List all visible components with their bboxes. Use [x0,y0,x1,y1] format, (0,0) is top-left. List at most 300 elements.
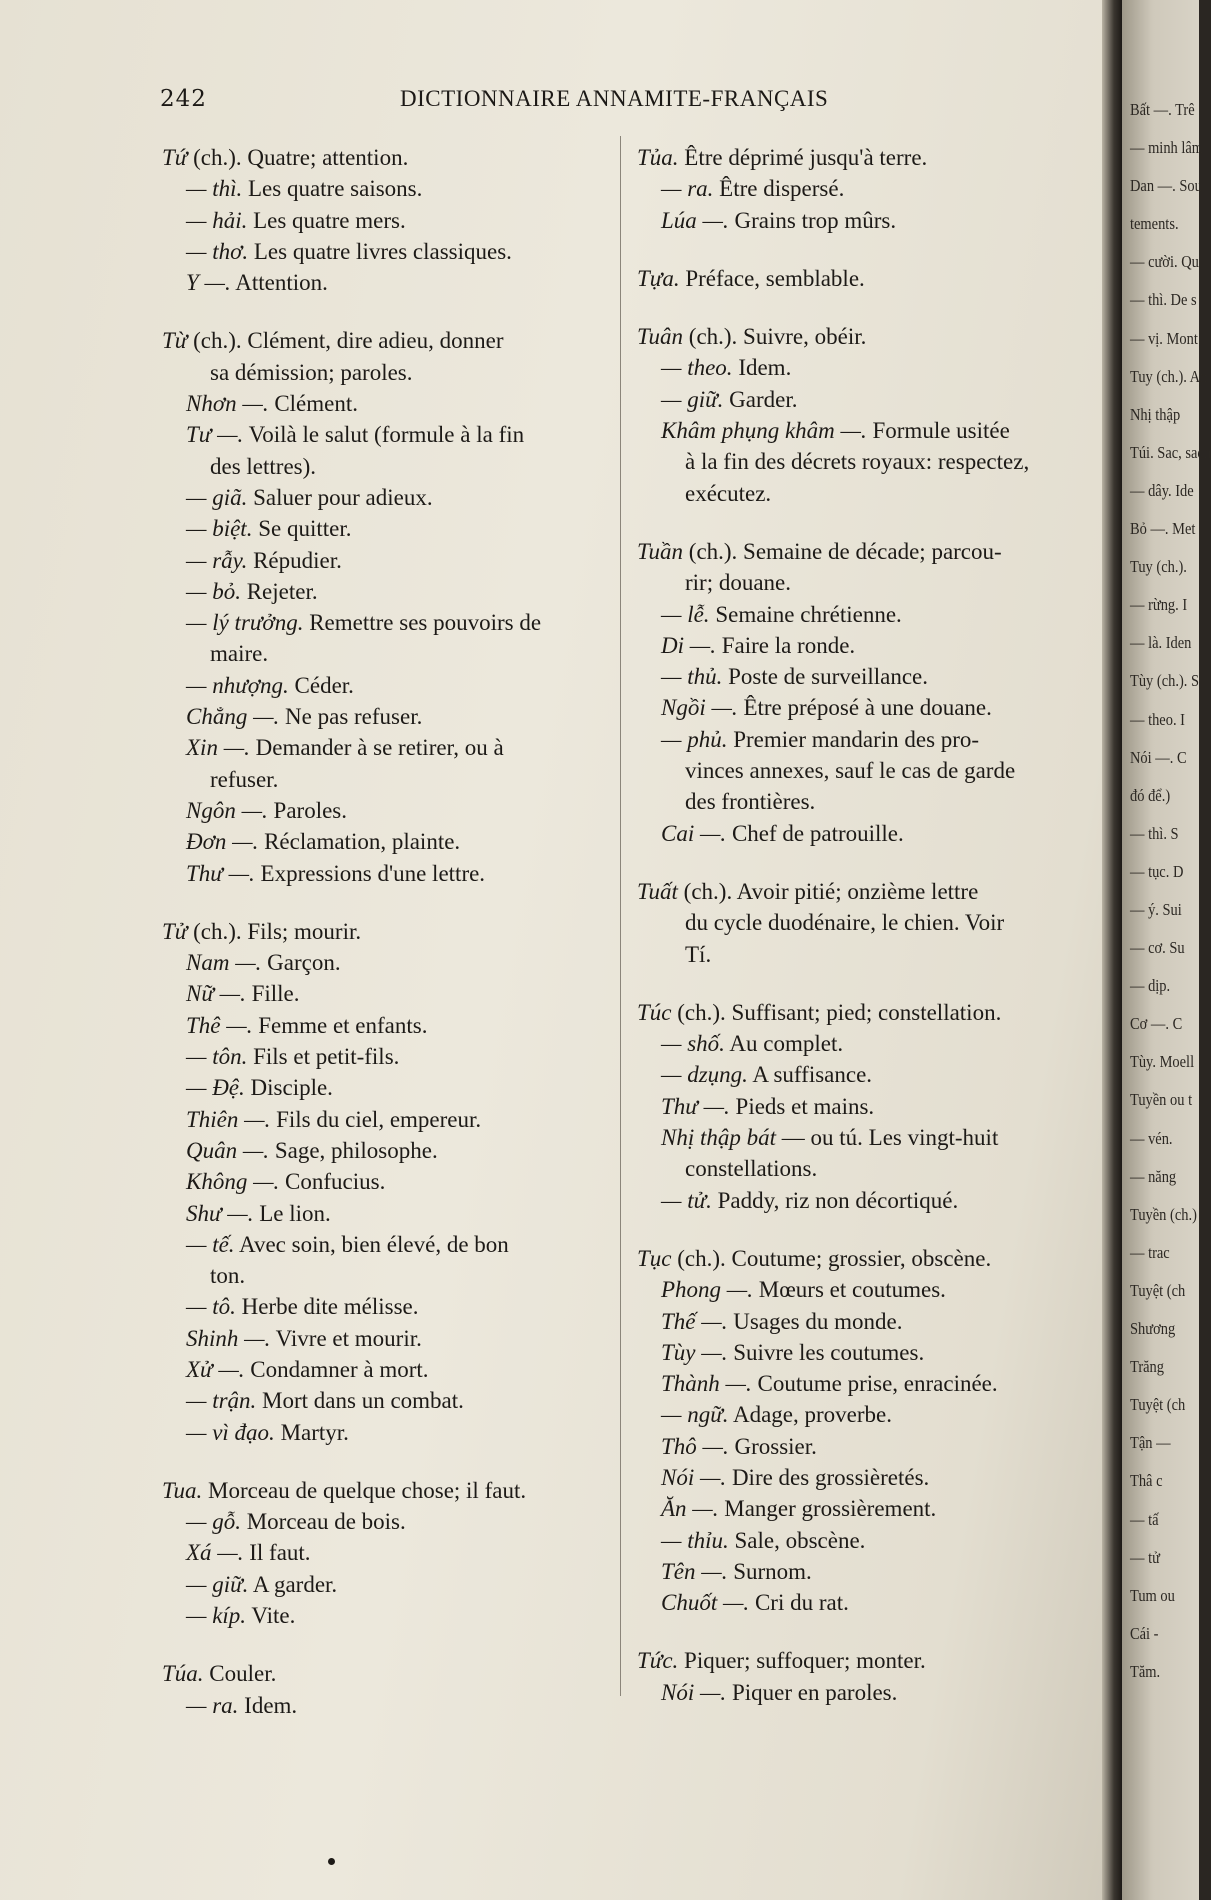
subentry-line [162,1072,620,1103]
subentry-line [637,1091,1095,1122]
headword: Tựa. [637,265,680,291]
subentry-line [162,1135,620,1166]
dictionary-entry [162,1658,620,1721]
definition-text: Les quatre saisons. [242,176,423,202]
adjacent-page-fragment: Shương [1130,1319,1176,1339]
continuation-line [637,939,1095,970]
adjacent-page-fragment: — năng [1130,1166,1177,1186]
definition-text: Expressions d'une lettre. [254,860,486,886]
subentry-line [162,607,620,638]
subentry-line [637,1028,1095,1059]
dictionary-entry [637,876,1095,970]
subentry-line [162,1291,620,1322]
subentry-term: Xử —. [186,1356,245,1382]
subentry-term: Thư —. [661,1093,730,1119]
adjacent-page-fragment: — thì. S [1130,823,1179,843]
subentry-line [162,513,620,544]
subentry-line [637,415,1095,446]
definition-text: Morceau de quelque chose; il faut. [202,1477,527,1503]
definition-text: Céder. [288,672,354,698]
headword-line [162,325,620,356]
definition-text: Idem. [732,355,792,381]
subentry-line [637,1399,1095,1430]
definition-text: Idem. [238,1692,298,1718]
subentry-line [637,1587,1095,1618]
definition-text: Usages du monde. [727,1308,903,1334]
subentry-line [162,732,620,763]
subentry-term: Thiên —. [186,1106,271,1132]
subentry-term: — ngữ. [661,1402,729,1428]
definition-text: Femme et enfants. [252,1012,428,1038]
subentry-term: Khâm phụng khâm —. [661,418,867,444]
subentry-term: Nữ —. [186,981,246,1007]
subentry-term: — phủ. [661,726,728,752]
subentry-term: — ra. [186,1692,239,1718]
definition-text: Mœurs et coutumes. [753,1277,946,1303]
definition-text: Confucius. [279,1169,386,1195]
subentry-line [162,1537,620,1568]
definition-text: Coutume prise, enracinée. [751,1371,998,1397]
subentry-line [162,1354,620,1385]
definition-text: Réclamation, plainte. [258,829,461,855]
subentry-line [637,724,1095,755]
definition-text: Se quitter. [252,516,352,542]
definition-text: Formule usitée [866,418,1010,444]
ink-speck [328,1858,335,1865]
definition-text: Le lion. [253,1200,331,1226]
subentry-term: — giữ. [661,386,724,412]
definition-text: Saluer pour adieux. [247,484,433,510]
headword-line [637,1243,1095,1274]
headword-line [637,536,1095,567]
definition-text: rir; douane. [685,570,792,596]
subentry-term: Chuốt —. [661,1590,750,1616]
continuation-line [637,786,1095,817]
subentry-term: — thì. [186,176,243,202]
dictionary-entry [637,1645,1095,1708]
subentry-term: Lúa —. [661,207,729,233]
adjacent-page-fragment: Tuyền (ch.) [1130,1204,1197,1224]
definition-text: Répudier. [247,547,342,573]
definition-text: constellations. [685,1156,818,1182]
dictionary-entry [162,142,620,298]
definition-text: Être dispersé. [713,176,845,202]
headword: Từ [162,328,188,354]
adjacent-page-fragment: — thì. De s [1130,290,1197,310]
adjacent-page-fragment: — dây. Ide [1130,480,1194,500]
headword-line [162,1658,620,1689]
definition-text: Clément. [268,391,359,417]
headword-line [637,876,1095,907]
definition-text: Faire la ronde. [715,632,856,658]
subentry-term: Không —. [186,1169,280,1195]
subentry-term: — hải. [186,207,248,233]
headword-line [162,916,620,947]
subentry-line [162,1229,620,1260]
subentry-term: Chẳng —. [186,704,280,730]
subentry-term: Nam —. [186,950,262,976]
definition-text: Grains trop mûrs. [728,207,897,233]
definition-text: Dire des grossièretés. [726,1464,930,1490]
definition-text: Mort dans un combat. [256,1388,464,1414]
continuation-line [637,755,1095,786]
definition-text: Demander à se retirer, ou à [249,735,504,761]
adjacent-page-fragment: — minh lâm [1130,138,1204,158]
subentry-line [162,419,620,450]
definition-text: Poste de surveillance. [722,664,929,690]
definition-text: refuser. [210,766,279,792]
definition-text: (ch.). Suivre, obéir. [683,324,867,350]
adjacent-page-fragment: Bất —. Trê [1130,100,1195,119]
definition-text: Sage, philosophe. [269,1137,438,1163]
subentry-line [162,1600,620,1631]
subentry-line [162,1569,620,1600]
adjacent-page-fragment: — vị. Mont [1130,328,1198,348]
subentry-term: Ngôn —. [186,797,268,823]
adjacent-page-edge [1122,0,1211,1900]
subentry-line [162,858,620,889]
continuation-line [162,638,620,669]
adjacent-page-fragment: đó để.) [1130,785,1171,805]
subentry-line [162,173,620,204]
definition-text: Ne pas refuser. [279,704,423,730]
subentry-term: Xin —. [186,735,250,761]
adjacent-page-fragment: — vén. [1130,1128,1173,1148]
continuation-line [637,478,1095,509]
adjacent-page-fragment: Nhị thập [1130,404,1181,424]
headword-line [637,263,1095,294]
headword-line [637,997,1095,1028]
subentry-term: — theo. [661,355,733,381]
adjacent-page-fragment: Tùy. Moell [1130,1052,1195,1072]
subentry-term: — tô. [186,1294,236,1320]
subentry-line [162,1166,620,1197]
subentry-term: — gỗ. [186,1509,241,1535]
book-gutter [1102,0,1122,1900]
dictionary-entry [162,1475,620,1631]
definition-text: Attention. [230,270,328,296]
subentry-term: Ăn —. [661,1496,719,1522]
subentry-line [637,1122,1095,1153]
subentry-line [162,545,620,576]
definition-text: (ch.). Clément, dire adieu, donner [187,328,504,354]
adjacent-page-fragment: Tuyệt (ch [1130,1395,1186,1415]
subentry-term: Thành —. [661,1371,752,1397]
definition-text: Remettre ses pouvoirs de [303,610,542,636]
subentry-term: — giã. [186,484,248,510]
dictionary-entry [637,997,1095,1216]
headword: Tử [162,918,188,944]
definition-text: Au complet. [724,1031,844,1057]
dictionary-entry [637,142,1095,236]
adjacent-page-fragment: tements. [1130,214,1179,234]
adjacent-page-fragment: Tuy (ch.). An [1130,366,1208,386]
headword: Tua. [162,1477,203,1503]
subentry-term: — thơ. [186,238,249,264]
adjacent-page-fragment: Tuyệt (ch [1130,1280,1186,1300]
subentry-term: Xá —. [186,1540,244,1566]
subentry-line [637,630,1095,661]
subentry-line [637,1556,1095,1587]
subentry-line [162,1198,620,1229]
definition-text: Sale, obscène. [728,1527,866,1553]
definition-text: exécutez. [685,480,772,506]
adjacent-page-fragment: Tuy (ch.). [1130,557,1187,577]
definition-text: Chef de patrouille. [726,820,904,846]
headword: Tuất [637,878,678,904]
adjacent-page-fragment: Túi. Sac, sach [1130,442,1211,462]
subentry-line [637,1677,1095,1708]
headword: Túa. [162,1661,204,1687]
definition-text: (ch.). Coutume; grossier, obscène. [671,1245,992,1271]
continuation-line [637,907,1095,938]
headword: Tuần [637,538,684,564]
subentry-term: — trận. [186,1388,257,1414]
definition-text: Semaine chrétienne. [709,601,902,627]
subentry-term: Tùy —. [661,1339,728,1365]
definition-text: (ch.). Avoir pitié; onzième lettre [677,878,979,904]
continuation-line [637,567,1095,598]
definition-text: Surnom. [727,1558,812,1584]
definition-text: Vite. [246,1603,296,1629]
definition-text: Martyr. [274,1419,349,1445]
headword-line [637,1645,1095,1676]
definition-text: Disciple. [244,1075,333,1101]
subentry-line [162,1104,620,1135]
subentry-term: Đơn —. [186,829,259,855]
subentry-line [162,670,620,701]
subentry-line [637,661,1095,692]
subentry-line [162,388,620,419]
headword-line [637,321,1095,352]
definition-text: Piquer en paroles. [726,1679,898,1705]
subentry-term: — lễ. [661,601,710,627]
headword-line [637,142,1095,173]
headword: Tục [637,1245,672,1271]
subentry-term: Di —. [661,632,716,658]
subentry-term: — nhượng. [186,672,289,698]
adjacent-page-fragment: — tục. D [1130,861,1184,881]
subentry-term: Thô —. [661,1433,729,1459]
subentry-line [637,1493,1095,1524]
subentry-line [162,795,620,826]
definition-text: Adage, proverbe. [728,1402,892,1428]
subentry-line [162,1010,620,1041]
dictionary-entry [637,1243,1095,1619]
definition-text: Pieds et mains. [729,1093,875,1119]
subentry-term: — vì đạo. [186,1419,275,1445]
subentry-line [637,1185,1095,1216]
subentry-line [162,701,620,732]
headword-line [162,1475,620,1506]
subentry-term: Shư —. [186,1200,254,1226]
definition-text: (ch.). Fils; mourir. [187,918,362,944]
continuation-line [162,451,620,482]
headword: Tủa. [637,145,679,170]
dictionary-entry [637,263,1095,294]
subentry-line [162,1417,620,1448]
adjacent-page-fragment: Tùy (ch.). S [1130,671,1200,691]
subentry-line [162,1041,620,1072]
subentry-term: Tư —. [186,422,244,448]
definition-text: du cycle duodénaire, le chien. Voir [685,910,1005,936]
subentry-line [637,352,1095,383]
subentry-term: — Đệ. [186,1075,245,1101]
page-header [160,86,900,120]
subentry-line [637,692,1095,723]
definition-text: (ch.). Quatre; attention. [187,145,409,170]
subentry-term: — tế. [186,1231,235,1257]
subentry-line [637,818,1095,849]
subentry-line [162,236,620,267]
dictionary-entry [637,321,1095,509]
definition-text: des frontières. [685,789,816,815]
subentry-term: — tử. [661,1187,712,1213]
page-number: 242 [160,86,207,112]
subentry-term: Cai —. [661,820,727,846]
right-column [637,142,1095,1735]
subentry-term: Thê —. [186,1012,253,1038]
subentry-term: Nhơn —. [186,391,269,417]
subentry-line [637,1525,1095,1556]
subentry-term: Tên —. [661,1558,728,1584]
headword: Tuân [637,324,684,350]
subentry-line [162,1506,620,1537]
definition-text: Couler. [203,1661,277,1687]
subentry-term: — tôn. [186,1044,248,1070]
adjacent-page-fragment: — dịp. [1130,976,1171,996]
definition-text: Morceau de bois. [240,1509,406,1535]
dictionary-entry [637,536,1095,849]
subentry-term: — kíp. [186,1603,247,1629]
subentry-term: — dzụng. [661,1062,748,1088]
continuation-line [637,446,1095,477]
subentry-term: Thế —. [661,1308,728,1334]
dictionary-entry [162,325,620,888]
subentry-term: Phong —. [661,1277,753,1303]
definition-text: vinces annexes, sauf le cas de garde [685,758,1016,784]
subentry-line [637,173,1095,204]
adjacent-page-fragment: — tấ [1130,1509,1159,1529]
definition-text: Paroles. [267,797,348,823]
definition-text: (ch.). Suffisant; pied; constellation. [671,999,1002,1025]
continuation-line [162,764,620,795]
definition-text: Tí. [685,941,712,967]
subentry-line [637,1462,1095,1493]
subentry-line [637,1431,1095,1462]
adjacent-page-fragment: — cười. Qu [1130,252,1199,272]
subentry-line [162,576,620,607]
subentry-line [637,205,1095,236]
headword-line [162,142,620,173]
subentry-term: Thư —. [186,860,255,886]
subentry-term: Y —. [186,270,231,296]
subentry-line [162,978,620,1009]
continuation-line [162,357,620,388]
adjacent-page-fragment: Tận — [1130,1433,1171,1453]
definition-text: A garder. [248,1571,338,1597]
subentry-term: Nói —. [661,1679,727,1705]
definition-text: Être déprimé jusqu'à terre. [678,145,928,170]
subentry-line [637,1337,1095,1368]
definition-text: Avec soin, bien élevé, de bon [234,1231,509,1257]
subentry-term: — giữ. [186,1571,249,1597]
adjacent-page-fragment: — rừng. I [1130,595,1188,615]
definition-text: A suffisance. [747,1062,873,1088]
subentry-line [637,599,1095,630]
continuation-line [637,1153,1095,1184]
headword: Tức. [637,1648,679,1674]
definition-text: (ch.). Semaine de décade; parcou- [683,538,1002,564]
subentry-line [162,267,620,298]
definition-text: Les quatre livres classiques. [248,238,512,264]
definition-text: sa démission; paroles. [210,359,413,385]
dictionary-entry [162,916,620,1448]
subentry-term: Nói —. [661,1464,727,1490]
adjacent-page-fragment: — ý. Sui [1130,900,1182,919]
subentry-term: — shố. [661,1031,725,1057]
subentry-line [637,1274,1095,1305]
subentry-term: — rẫy. [186,547,248,573]
definition-text: Grossier. [728,1433,817,1459]
subentry-line [637,1306,1095,1337]
column-divider [620,136,621,1696]
continuation-line [162,1260,620,1291]
subentry-term: Nhị thập bát [661,1125,777,1151]
subentry-line [637,1059,1095,1090]
adjacent-page-fragment: Tum ou [1130,1585,1175,1605]
definition-text: Voilà le salut (formule à la fin [243,422,525,448]
definition-text: Rejeter. [240,578,318,604]
definition-text: Préface, semblable. [679,265,865,291]
subentry-line [162,947,620,978]
subentry-line [162,1690,620,1721]
adjacent-page-fragment: — trac [1130,1242,1170,1262]
definition-text: Cri du rat. [749,1590,849,1616]
definition-text: à la fin des décrets royaux: respectez, [685,449,1030,475]
subentry-line [162,482,620,513]
definition-text: Être préposé à une douane. [737,695,992,721]
definition-text: Manger grossièrement. [718,1496,937,1522]
adjacent-page-fragment: Trăng [1130,1357,1164,1377]
definition-text: Condamner à mort. [244,1356,429,1382]
subentry-line [162,1323,620,1354]
definition-text: Paddy, riz non décortiqué. [711,1187,959,1213]
adjacent-page-fragment: — cơ. Su [1130,938,1185,958]
headword: Túc [637,999,672,1025]
definition-text: Fille. [245,981,300,1007]
subentry-term: — bỏ. [186,578,241,604]
subentry-term: — thỉu. [661,1527,729,1553]
definition-text: Herbe dite mélisse. [235,1294,419,1320]
adjacent-page-fragment: Cái - [1130,1623,1159,1643]
definition-text: — ou tú. Les vingt-huit [776,1125,999,1151]
definition-text: Premier mandarin des pro- [727,726,980,752]
subentry-term: — ra. [661,176,714,202]
definition-text: Garder. [723,386,798,412]
adjacent-page-fragment: Cơ —. C [1130,1014,1183,1034]
definition-text: maire. [210,641,269,667]
adjacent-page-fragment: Dan —. Sou [1130,176,1202,196]
definition-text: Suivre les coutumes. [727,1339,925,1365]
definition-text: des lettres). [210,453,317,479]
subentry-line [162,1385,620,1416]
adjacent-page-fragment: Nói —. C [1130,747,1187,767]
subentry-term: Ngồi —. [661,695,738,721]
headword: Tứ [162,145,188,170]
definition-text: ton. [210,1263,246,1289]
subentry-term: — biệt. [186,516,253,542]
